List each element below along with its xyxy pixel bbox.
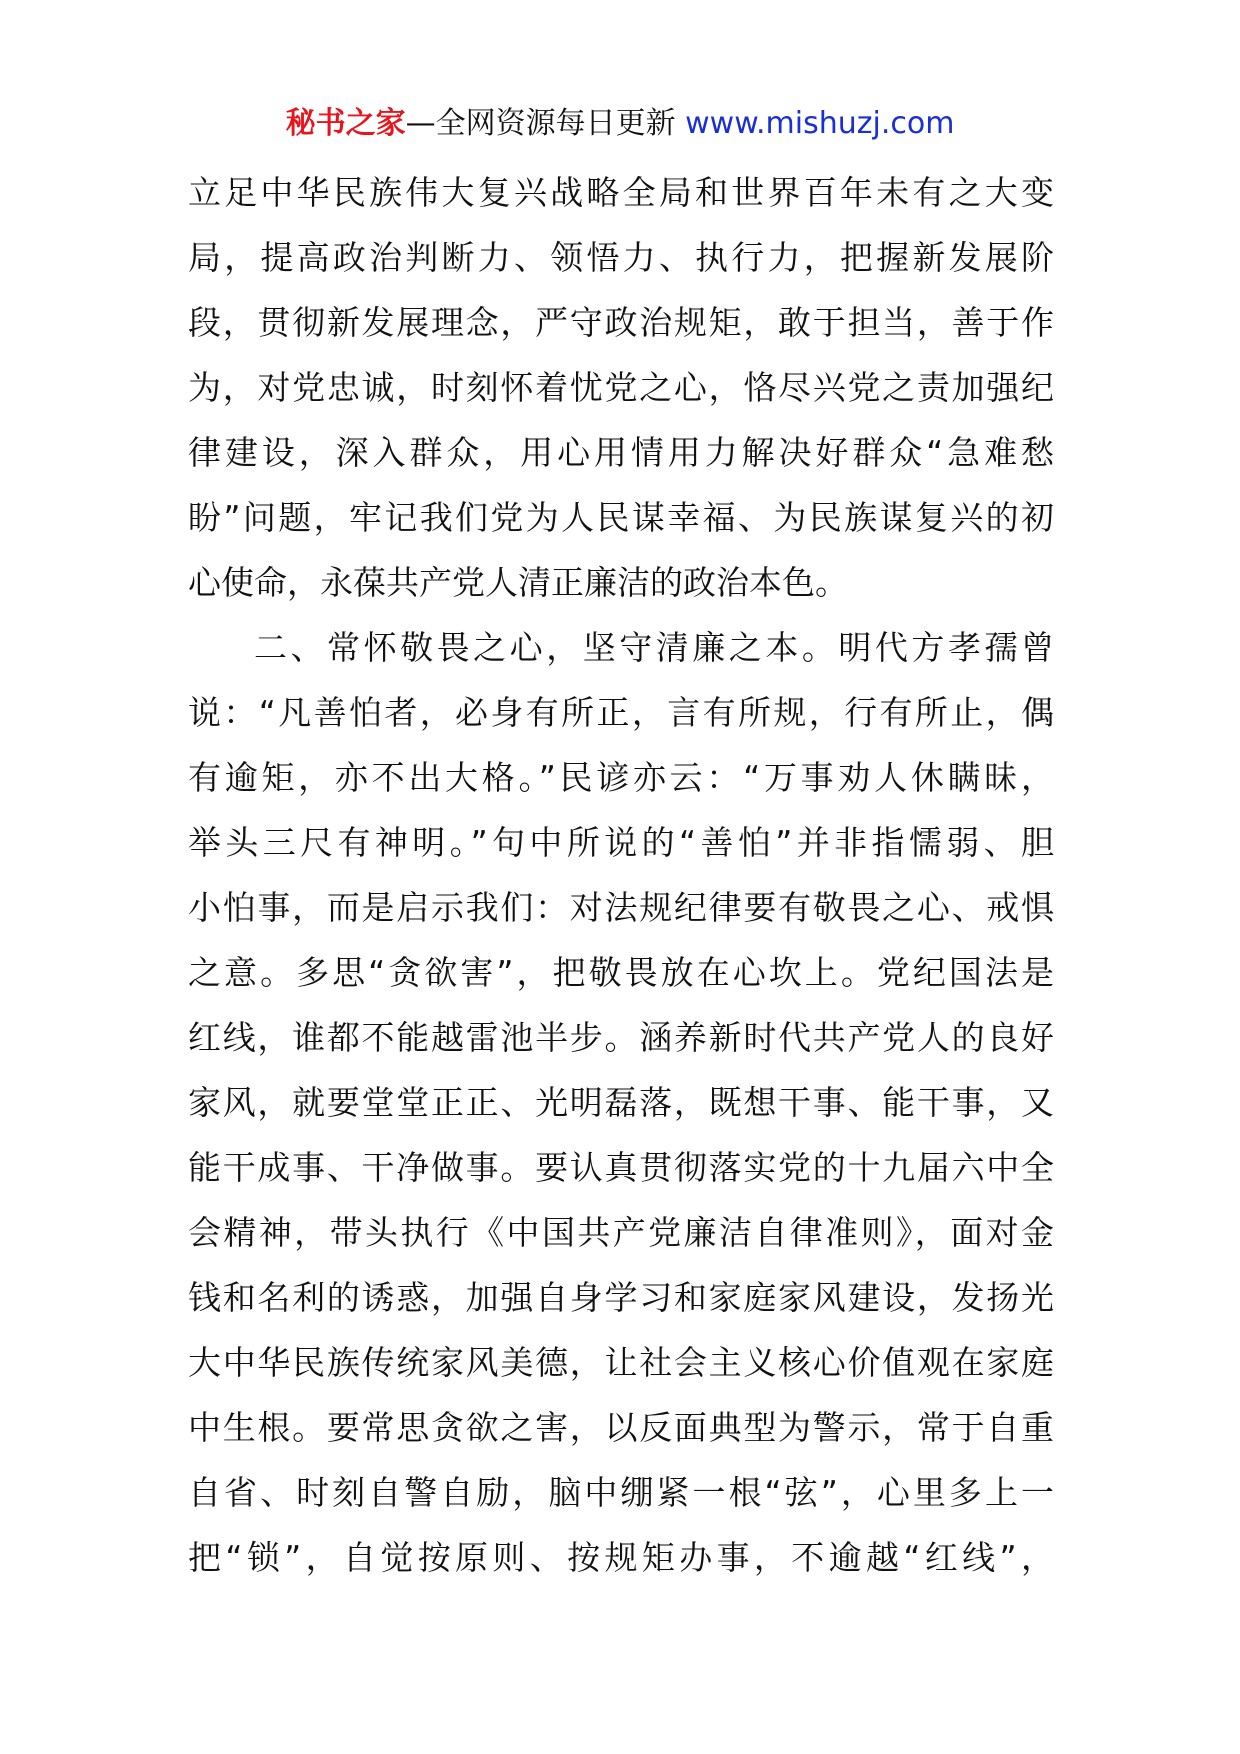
text-line: 会精神，带头执行《中国共产党廉洁自律准则》，面对金 (188, 1213, 1054, 1252)
text-line: 能干成事、干净做事。要认真贯彻落实党的十九届六中全 (188, 1148, 1054, 1187)
text-line: 钱和名利的诱惑，加强自身学习和家庭家风建设，发扬光 (188, 1278, 1054, 1317)
text-line: 立足中华民族伟大复兴战略全局和世界百年未有之大变 (188, 173, 1054, 212)
section-heading-line: 二、常怀敬畏之心，坚守清廉之本。明代方孝孺曾 (254, 628, 1054, 667)
text-line: 家风，就要堂堂正正、光明磊落，既想干事、能干事，又 (188, 1083, 1054, 1122)
text-line: 小怕事，而是启示我们：对法规纪律要有敬畏之心、戒惧 (188, 888, 1054, 927)
text-line: 有逾矩，亦不出大格。”民谚亦云：“万事劝人休瞒昧， (188, 758, 1054, 797)
page-header (0, 104, 1240, 144)
text-line: 把“锁”，自觉按原则、按规矩办事，不逾越“红线”， (188, 1538, 1054, 1577)
text-line: 段，贯彻新发展理念，严守政治规矩，敢于担当，善于作 (188, 303, 1054, 342)
body-text (188, 160, 1054, 1590)
text-line: 自省、时刻自警自励，脑中绷紧一根“弦”，心里多上一 (188, 1473, 1054, 1512)
text-line: 局，提高政治判断力、领悟力、执行力，把握新发展阶 (188, 238, 1054, 277)
text-line: 为，对党忠诚，时刻怀着忧党之心，恪尽兴党之责加强纪 (188, 368, 1054, 407)
text-line: 中生根。要常思贪欲之害，以反面典型为警示，常于自重 (188, 1408, 1054, 1447)
text-line: 大中华民族传统家风美德，让社会主义核心价值观在家庭 (188, 1343, 1054, 1382)
text-line: 之意。多思“贪欲害”，把敬畏放在心坎上。党纪国法是 (188, 953, 1054, 992)
site-url-link[interactable]: www.mishuzj.com (685, 106, 955, 141)
header-tagline: —全网资源每日更新 (405, 106, 676, 141)
text-line: 红线，谁都不能越雷池半步。涵养新时代共产党人的良好 (188, 1018, 1054, 1057)
text-line: 律建设，深入群众，用心用情用力解决好群众“急难愁 (188, 433, 1054, 472)
text-line: 说：“凡善怕者，必身有所正，言有所规，行有所止，偶 (188, 693, 1054, 732)
text-line: 心使命，永葆共产党人清正廉洁的政治本色。 (188, 563, 848, 602)
text-line: 盼”问题，牢记我们党为人民谋幸福、为民族谋复兴的初 (188, 498, 1054, 537)
text-line: 举头三尺有神明。”句中所说的“善怕”并非指懦弱、胆 (188, 823, 1054, 862)
brand-name: 秘书之家 (285, 106, 406, 141)
